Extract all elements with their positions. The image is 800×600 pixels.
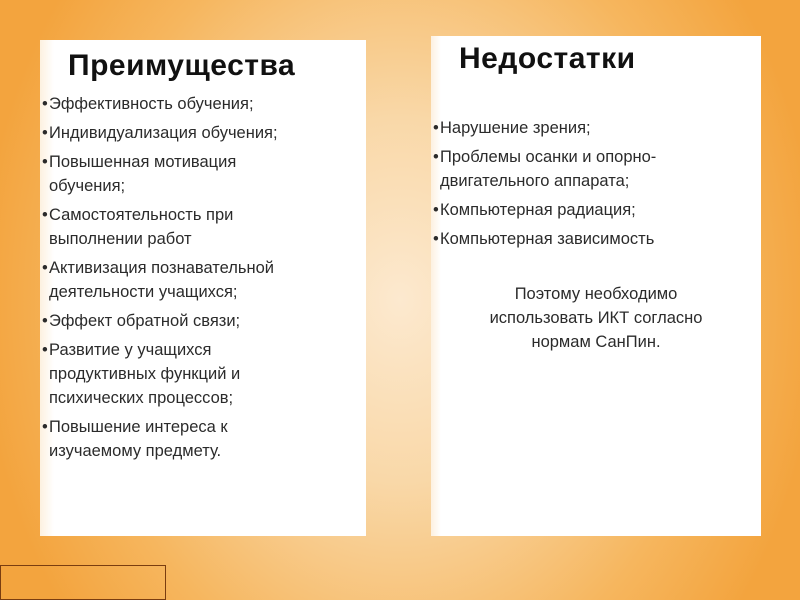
disadvantages-panel [431,36,761,536]
list-item [42,415,289,463]
list-item-text: Нарушение зрения; [440,119,591,137]
bullet: • [42,153,48,171]
list-item [433,227,740,251]
bullet: • [433,119,439,137]
list-item-text: Компьютерная зависимость [440,230,655,248]
list-item [433,145,725,193]
corner-frame [0,565,166,600]
list-item [433,198,740,222]
list-item [42,256,334,304]
list-item-text: Активизация познавательной деятельности учащихся; [49,259,274,301]
bullet: • [42,95,48,113]
bullet: • [433,148,439,166]
list-item [42,121,349,145]
disadvantages-title: Недостатки [459,42,636,75]
list-item-text: Развитие у учащихся продуктивных функций и психических процессов; [49,341,241,407]
list-item [42,92,349,116]
list-item [42,309,349,333]
list-item [433,116,740,140]
list-item [42,150,289,198]
list-item-text: Повышенная мотивация обучения; [49,153,237,195]
bullet: • [433,230,439,248]
bullet: • [433,201,439,219]
list-item-text: Эффективность обучения; [49,95,254,113]
advantages-list [42,92,362,468]
conclusion-note [431,282,761,354]
list-item-text: Индивидуализация обучения; [49,124,278,142]
list-item-text: Самостоятельность при выполнении работ [49,206,234,248]
advantages-title: Преимущества [68,49,296,82]
list-item-text: Проблемы осанки и опорно-двигательного аппарата; [440,148,657,190]
disadvantages-list [433,116,759,256]
bullet: • [42,418,48,436]
advantages-panel [40,40,366,536]
list-item-text: Компьютерная радиация; [440,201,636,219]
list-item-text: Эффект обратной связи; [49,312,241,330]
list-item [42,338,299,410]
bullet: • [42,124,48,142]
bullet: • [42,259,48,277]
conclusion-note-text: Поэтому необходимо использовать ИКТ согласно нормам СанПин. [489,285,703,351]
bullet: • [42,312,48,330]
bullet: • [42,206,48,224]
list-item-text: Повышение интереса к изучаемому предмету. [49,418,228,460]
list-item [42,203,289,251]
bullet: • [42,341,48,359]
